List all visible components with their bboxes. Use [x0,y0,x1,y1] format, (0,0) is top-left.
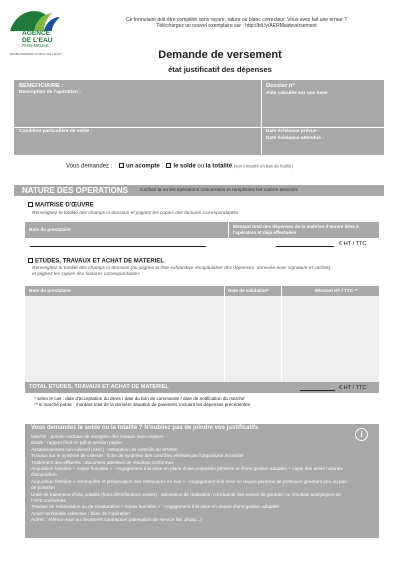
logo-region: RHIN-MEUSE [22,43,49,48]
special-condition-label: Condition particulière de solde : [19,129,93,134]
divider [14,127,384,128]
logo-tagline: ÉTABLISSEMENT PUBLIC DE L'ÉTAT [10,52,62,56]
info-list-item: Unité de traitement d'eau potable (hors désinfections seules) : attestation de réalisation concluante des essais de garantie ou résultats analytiques de l'ARS conformes [31,491,341,504]
solde-label: le solde [173,163,196,170]
info-icon: i [355,428,368,441]
maitrise-checkbox[interactable] [28,202,33,207]
etudes-provider-cells[interactable] [25,296,224,382]
beneficiary-box [14,80,384,155]
info-list-item: Acquisition foncière « zones humides » : engagement à la mise en place d'une protection pérenne et d'une gestion adaptée + copie des actes notariés d'acquisition [31,466,343,478]
solde-checkbox[interactable] [166,163,171,168]
dossier-number-label: Dossier n° [266,83,295,89]
logo-name: AGENCE DE L'EAU [22,30,53,44]
divider [228,222,229,238]
etudes-date-cells[interactable] [225,296,281,382]
footnote-1: * selon le cas : date d'acceptation du devis / date du bon de commande / date de notification du marché [34,396,245,401]
info-list-item: Autres : référez-vous au document contractuel (attestation de service fait, photo...) [31,517,202,523]
etudes-footnotes [34,396,250,408]
etudes-title: ETUDES, TRAVAUX ET ACHAT DE MATERIEL [35,258,164,265]
request-type-row [66,163,293,170]
footnote-2: ** si marché public : montant total de la dernière situation de paiement, incluant les dépenses précédentes [34,402,251,407]
maitrise-note: Renseignez la totalité des champs ci-dessous et joignez les copies des factures correspondantes [32,211,239,216]
info-list-item: Travaux sur le système de collecte : fiche de synthèse des contrôles réalisés par l'organisme accrédité [31,453,244,459]
maitrise-unit: € HT / TTC [339,241,367,247]
info-list-item: Travaux de restauration ou de renaturation « zones humides » : engagement à la mise en œuvre d'une gestion adaptée [31,504,280,510]
nature-operations-note: Cochez la ou les opérations concernées et remplissez les cadres associés [140,188,299,193]
divider [261,80,262,155]
aid-basis-label: Aide calculée sur une base [266,91,328,96]
operation-description-label: Description de l'opération : [19,90,81,95]
maitrise-col-amount: Montant total des dépenses de la maîtrise d'œuvre liées à l'opération et déjà effectuées [233,224,359,235]
info-list-item: Acquisition foncière « reconquête et préservation des ressources en eau » : engagement à la mise en œuvre pérenne de pratiques générant peu ou pas de pollution [31,478,347,491]
acompte-label: un acompte [126,163,160,170]
maitrise-provider-field[interactable] [30,246,206,247]
request-prefix: Vous demandez : [66,163,113,170]
nature-operations-title: NATURE DES OPERATIONS [22,186,128,195]
awaited-date-label: Date échéance attendue : [266,136,324,141]
or-label: ou [197,163,205,170]
etudes-row [28,258,164,265]
etudes-table [25,286,379,382]
form-subtitle: état justificatif des dépenses [168,65,272,74]
maitrise-col-provider: Nom du prestataire [29,227,71,232]
form-title: Demande de versement [158,49,282,61]
etudes-checkbox[interactable] [28,258,33,263]
form-instructions: Ce formulaire doit être complété sans rayure, rature ou blanc correcteur. Vous avez fait une erreur ? Téléchargez un nouvel exemplaire sur : http://bit.ly/AERMaidevérsement [126,17,347,29]
etudes-amount-cells[interactable] [282,296,379,382]
expected-date-label: Date échéance prévue : [266,129,320,134]
info-title: Vous demandez le solde ou la totalité ? N'oubliez pas de joindre vos justificatifs [31,425,259,431]
info-list-item: Traitement des effluents : document attestant de résultats conformes [31,459,174,465]
info-list-item: Marché : procès-verbaux de réception des travaux sans réserve [31,434,164,439]
totalite-label: la totalité [205,163,233,170]
maitrise-title: MAITRISE D'ŒUVRE [35,202,94,209]
etudes-total-row [25,382,379,393]
etudes-total-unit: € HT / TTC [339,385,367,391]
info-list [31,434,349,524]
maitrise-table-header [25,222,379,238]
info-list-item: Assainissement non collectif (ANC) : attestation de contrôle du SPANC [31,446,178,452]
maitrise-amount-field[interactable] [276,246,334,247]
etudes-table-header: Nom du prestataire Date de validation* Montant HT / TTC ** [25,286,379,296]
acompte-checkbox[interactable] [119,163,124,168]
etudes-total-label: TOTAL ETUDES, TRAVAUX ET ACHAT DE MATERIEL [29,384,169,390]
info-list-item: Etude : rapport final en pdf et version papier [31,440,123,446]
etudes-total-field[interactable] [300,390,335,391]
maitrise-row [28,202,94,209]
beneficiary-label: BENEFICIAIRE : [19,83,64,89]
etudes-note: Renseignez la totalité des champs ci-dessous (ou joignez la liste exhaustive récapitulative des dépenses, annexée avec signature et cachet), et joignez les copies des factures correspondantes [32,266,332,277]
info-list-item: Action territoriale collective : bilan de l'opération [31,510,130,516]
request-hint: (voir encadré en bas de feuille) [233,163,293,169]
